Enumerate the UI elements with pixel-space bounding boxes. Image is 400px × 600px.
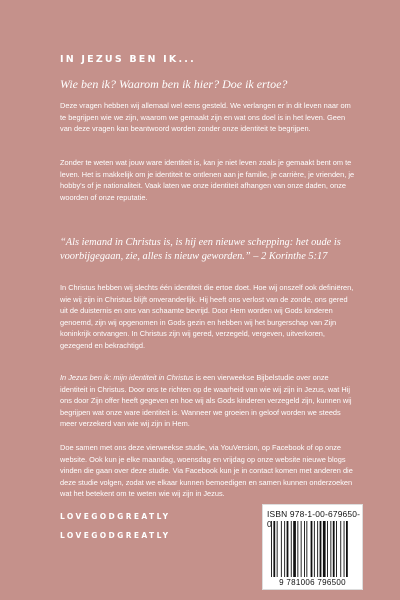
barcode-digits: 9 781006 796500	[279, 578, 346, 587]
brand-wordmark-1: LOVEGODGREATLY	[60, 512, 171, 521]
isbn-number: ISBN 978-1-00-679650-0	[267, 509, 361, 529]
subtitle-questions: Wie ben ik? Waarom ben ik hier? Doe ik ertoe?	[60, 77, 288, 91]
cover-heading: IN JEZUS BEN IK...	[60, 54, 196, 65]
bible-quote: “Als iemand in Christus is, is hij een nieuwe schepping: het oude is voorbijgegaan, zie, alles is nieuw geworden.” – 2 Korinthe 5:17	[60, 237, 341, 262]
paragraph-in-christ: In Christus hebben wij slechts één identiteit die ertoe doet. Hoe wij onszelf ook definiëren, wie wij zijn in Christus blijft onveranderlijk. Hij heeft ons verlost van de zonde, ons gered uit de duisternis en ons van schaamte bevrijd. Door Hem worden wij Gods kinderen genoemd, zijn wij opgenomen in Gods gezin en hebben wij het burgerschap van Zijn koninkrijk ontvangen. In Christus zijn wij gered, verzegeld, vergeven, uitverkoren, gezegend en bekrachtigd.	[60, 283, 354, 350]
paragraph-study-description	[60, 372, 356, 430]
paragraph-intro: Deze vragen hebben wij allemaal wel eens gesteld. We verlangen er in dit leven naar om te begrijpen wie we zijn, waarom we gemaakt zijn en wat ons doel is in het leven. Geen van deze vragen kan beantwoord worden zonder onze identiteit te begrijpen.	[60, 101, 351, 134]
study-description: is een vierweekse Bijbelstudie over onze identiteit in Christus. Door ons te richten op de waarheid van wie wij zijn in Jezus, wat Hij ons door Zijn offer heeft gegeven en hoe wij als Gods kinderen verzegeld zijn, kunnen wij begrijpen wat onze ware identiteit is. Wanneer we groeien in geloof worden we steeds meer verzekerd van wie wij zijn in Hem.	[60, 373, 352, 429]
barcode-label	[262, 504, 363, 590]
study-title: In Jezus ben ik: mijn identiteit in Christus	[60, 373, 194, 382]
brand-wordmark-2: LOVEGODGREATLY	[60, 531, 171, 540]
barcode-bars	[271, 521, 357, 577]
paragraph-join: Doe samen met ons deze vierweekse studie, via YouVersion, op Facebook of op onze website. Ook kun je elke maandag, woensdag en vrijdag op onze website nieuwe blogs vinden die gaan over deze studie. Via Facebook kun je in contact komen met anderen die deze studie volgen, zodat we elkaar kunnen bemoedigen en samen kunnen onderzoeken wat het betekent om te weten wie wij zijn in Jezus.	[60, 443, 353, 499]
paragraph-identity: Zonder te weten wat jouw ware identiteit is, kan je niet leven zoals je gemaakt bent om te leven. Het is makkelijk om je identiteit te ontlenen aan je familie, je carrière, je vrienden, je hobby's of je nationaliteit. Vaak laten we onze identiteit afhangen van onze daden, onze woorden of onze reputatie.	[60, 158, 355, 202]
